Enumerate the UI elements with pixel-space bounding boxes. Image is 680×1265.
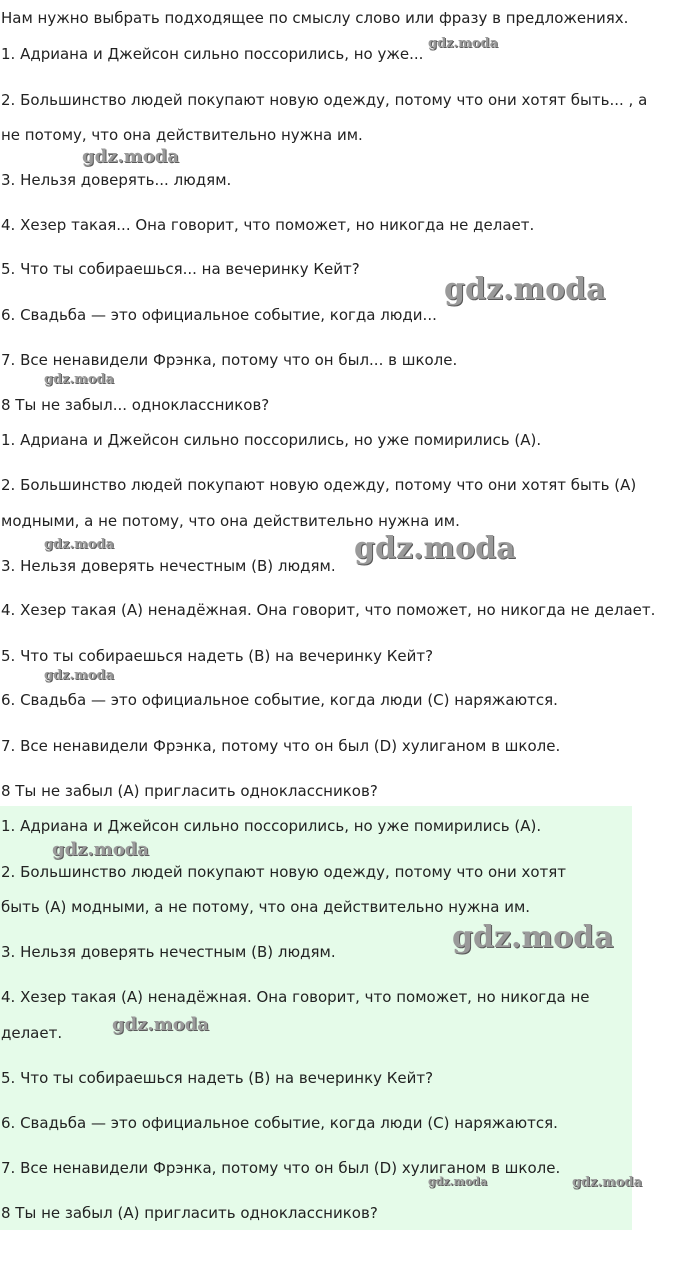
- question-line: 2. Большинство людей покупают новую одежду, потому что они хотят быть... , а: [1, 91, 648, 109]
- answer-line: 3. Нельзя доверять нечестным (В) людям.: [1, 557, 336, 575]
- answer-line: 5. Что ты собираешься надеть (В) на вечеринку Кейт?: [1, 647, 434, 665]
- answer-line: 8 Ты не забыл (А) пригласить одноклассников?: [1, 782, 378, 800]
- watermark: gdz.moda: [44, 372, 115, 387]
- watermark: gdz.moda: [444, 272, 606, 307]
- question-line: 5. Что ты собираешься... на вечеринку Кейт?: [1, 260, 360, 278]
- highlighted-answer-line: 2. Большинство людей покупают новую одежду, потому что они хотят: [1, 863, 567, 881]
- highlighted-answer-line: 7. Все ненавидели Фрэнка, потому что он был (D) хулиганом в школе.: [1, 1159, 561, 1177]
- question-line: 3. Нельзя доверять... людям.: [1, 171, 232, 189]
- watermark: gdz.moda: [112, 1014, 209, 1035]
- answer-line: 2. Большинство людей покупают новую одежду, потому что они хотят быть (А): [1, 476, 637, 494]
- watermark: gdz.moda: [428, 1175, 488, 1188]
- highlighted-answer-line: 8 Ты не забыл (А) пригласить одноклассников?: [1, 1204, 378, 1222]
- watermark: gdz.moda: [572, 1175, 643, 1190]
- highlighted-answer-line: 1. Адриана и Джейсон сильно поссорились, но уже помирились (А).: [1, 817, 542, 835]
- answer-line: 1. Адриана и Джейсон сильно поссорились, но уже помирились (А).: [1, 431, 542, 449]
- watermark: gdz.moda: [52, 839, 149, 860]
- watermark: gdz.moda: [452, 920, 614, 955]
- question-line: 1. Адриана и Джейсон сильно поссорились, но уже...: [1, 45, 424, 63]
- answer-line: 6. Свадьба — это официальное событие, когда люди (С) наряжаются.: [1, 691, 558, 709]
- highlighted-answer-line: 4. Хезер такая (А) ненадёжная. Она говорит, что поможет, но никогда не: [1, 988, 590, 1006]
- watermark: gdz.moda: [82, 146, 179, 167]
- watermark: gdz.moda: [354, 531, 516, 566]
- watermark: gdz.moda: [428, 36, 499, 51]
- question-line: 6. Свадьба — это официальное событие, когда люди...: [1, 306, 437, 324]
- highlighted-answer-line: 3. Нельзя доверять нечестным (В) людям.: [1, 943, 336, 961]
- answer-line: 4. Хезер такая (А) ненадёжная. Она говорит, что поможет, но никогда не делает.: [1, 601, 656, 619]
- answer-line: модными, а не потому, что она действительно нужна им.: [1, 512, 460, 530]
- highlighted-answer-line: быть (А) модными, а не потому, что она действительно нужна им.: [1, 898, 531, 916]
- question-line: 4. Хезер такая... Она говорит, что поможет, но никогда не делает.: [1, 216, 535, 234]
- answer-line: 7. Все ненавидели Фрэнка, потому что он был (D) хулиганом в школе.: [1, 737, 561, 755]
- intro-text: Нам нужно выбрать подходящее по смыслу слово или фразу в предложениях.: [1, 9, 629, 27]
- question-line: не потому, что она действительно нужна им.: [1, 126, 363, 144]
- highlighted-answer-line: 5. Что ты собираешься надеть (В) на вечеринку Кейт?: [1, 1069, 434, 1087]
- watermark: gdz.moda: [44, 668, 115, 683]
- question-line: 8 Ты не забыл... одноклассников?: [1, 396, 270, 414]
- highlighted-answer-line: 6. Свадьба — это официальное событие, когда люди (С) наряжаются.: [1, 1114, 558, 1132]
- highlighted-answer-line: делает.: [1, 1024, 63, 1042]
- question-line: 7. Все ненавидели Фрэнка, потому что он был... в школе.: [1, 351, 458, 369]
- watermark: gdz.moda: [44, 537, 115, 552]
